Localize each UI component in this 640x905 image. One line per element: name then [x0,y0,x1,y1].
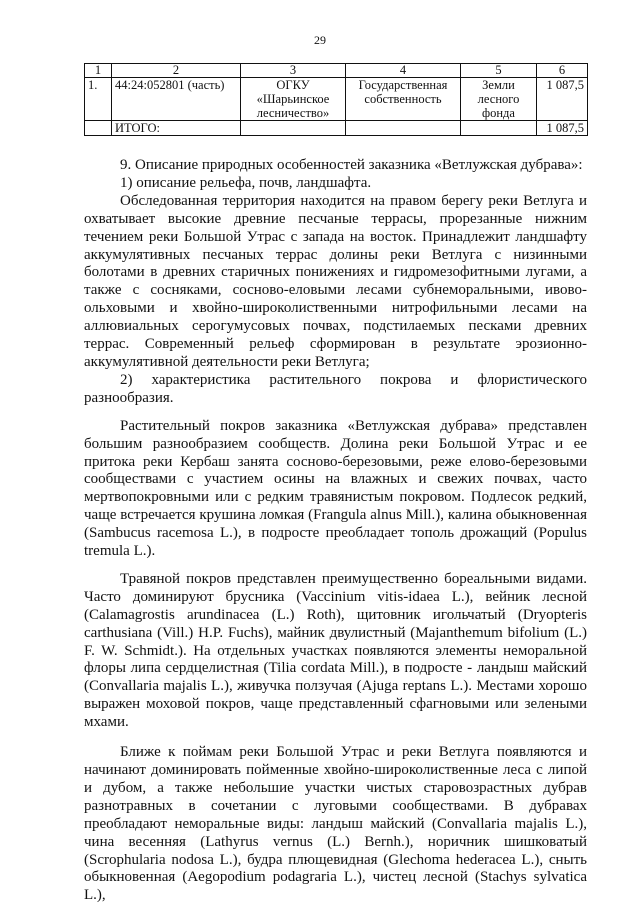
document-body [84,157,587,905]
ownership-line: Государственная [358,78,448,92]
table-header-cell: 6 [537,64,588,78]
land-category-cell [461,78,537,121]
table-total-row [85,121,588,136]
section-title: 9. Описание природных особенностей заказника «Ветлужская дубрава»: [120,157,583,173]
relief-paragraph: Обследованная территория находится на правом берегу реки Ветлуга и охватывает высокие древние песчаные террасы, прорезанные нижним течением реки Большой Утрас с запада на восток. Принадлежит ландшафту аккумулятивных песчаных террас долины реки Ветлуга с низинными болотами в древних старичных понижениях и гидромезофитными лугами, а также с сосняками, сосново-еловыми лесами субнеморальными, ивово-ольховыми и хвойно-широколиственными нитрофильными лесами на аллювиальных серогумусовых почвах, подстилаемых песками древних террас. Современный рельеф сформирован в результате эрозионно-аккумулятивной деятельности реки Ветлуга; [84,192,587,370]
floodplain-paragraph: Ближе к поймам реки Большой Утрас и реки Ветлуга появляются и начинают доминировать пойменные хвойно-широколиственные леса с липой и дубом, а также небольшие участки чистых старовозрастных дубрав разнотравных в сочетании с луговыми сообществами. В дубравах преобладают неморальные виды: ландыш майский (Convallaria majalis L.), чина весенняя (Lathyrus vernus (L.) Bernh.), норичник шишковатый (Scrophularia nodosa L.), будра плющевидная (Glechoma hederacea L.), сныть обыкновенная (Aegopodium podagraria L.), чистец лесной (Stachys sylvatica L.), [84,744,587,904]
land-plots-table [84,63,588,136]
ownership-cell [346,78,461,121]
land-category-line: Земли [482,78,515,92]
cadastral-number-cell: 44:24:052801 (часть) [112,78,241,121]
holder-line: лесничество» [256,106,330,120]
empty-cell [85,121,112,136]
table-header-cell: 5 [461,64,537,78]
empty-cell [241,121,346,136]
table-header-cell: 1 [85,64,112,78]
table-header-row [85,64,588,78]
area-cell: 1 087,5 [537,78,588,121]
total-label-cell: ИТОГО: [112,121,241,136]
vegetation-subheading: 2) характеристика растительного покрова и флористического разнообразия. [84,371,587,406]
land-category-line: лесного [477,92,520,106]
empty-cell [461,121,537,136]
table-header-cell: 2 [112,64,241,78]
land-category-line: фонда [482,106,515,120]
table-header-cell: 3 [241,64,346,78]
holder-line: ОГКУ [276,78,310,92]
holder-cell [241,78,346,121]
empty-cell [346,121,461,136]
grass-cover-paragraph: Травяной покров представлен преимущественно бореальными видами. Часто доминируют брусника (Vaccinium vitis-idaea L.), вейник лесной (Calamagrostis arundinacea (L.) Roth), щитовник игольчатый (Dryopteris carthusiana (Vill.) H.P. Fuchs), майник двулистный (Majanthemum bifolium (L.) F. W. Schmidt.). На отдельных участках появляются элементы неморальной флоры липа сердцелистная (Tilia cordata Mill.), в подросте - ландыш майский (Convallaria majalis L.), живучка ползучая (Ajuga reptans L.). Местами хорошо выражен моховой покров, чаще представленный сфагновыми или зелеными мхами. [84,570,587,731]
table-header-cell: 4 [346,64,461,78]
table-row [85,78,588,121]
holder-line: «Шарьинское [256,92,330,106]
vegetation-paragraph: Растительный покров заказника «Ветлужская дубрава» представлен большим разнообразием сообществ. Долина реки Большой Утрас и ее притока реки Кербаш занята сосново-березовыми, реже елово-березовыми сообществами с участием осины на влажных и свежих почвах, часто мертвопокровными или с редким травянистым покровом. Подлесок редкий, чаще встречается крушина ломкая (Frangula alnus Mill.), калина обыкновенная (Sambucus racemosa L.), в подросте преобладает тополь дрожащий (Populus tremula L.). [84,417,587,560]
relief-subheading: 1) описание рельефа, почв, ландшафта. [120,174,372,191]
page-number: 29 [314,33,326,47]
total-area-cell: 1 087,5 [537,121,588,136]
row-number-cell: 1. [85,78,112,121]
ownership-line: собственность [364,92,442,106]
